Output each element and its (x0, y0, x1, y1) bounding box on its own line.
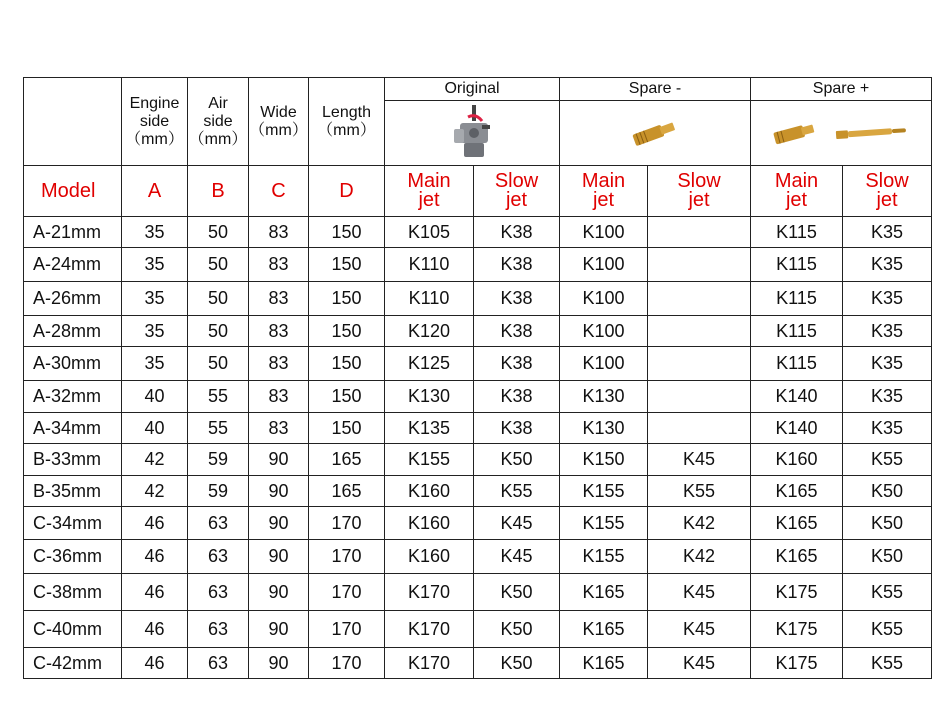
length-cell: 165 (309, 444, 385, 476)
length-cell: 170 (309, 540, 385, 574)
carburetor-icon (442, 103, 502, 163)
air-side-cell: 50 (188, 217, 249, 248)
spare-minus-main-jet-cell: K100 (560, 248, 648, 282)
spare-plus-main-jet-cell: K175 (751, 574, 843, 611)
air-side-cell: 55 (188, 413, 249, 444)
table-row (24, 217, 932, 248)
brass-jet-icon (625, 113, 685, 153)
length-cell: 150 (309, 316, 385, 347)
spare-plus-main-jet-cell: K115 (751, 316, 843, 347)
original-slow-jet-cell: K38 (474, 413, 560, 444)
original-slow-jet-cell: K38 (474, 248, 560, 282)
spare-plus-slow-jet-cell: K35 (843, 347, 932, 381)
wide-cell: 83 (249, 413, 309, 444)
spare-plus-main-jet-cell: K115 (751, 248, 843, 282)
original-main-jet-cell: K160 (385, 476, 474, 507)
original-slow-jet-code: Slow jet (474, 166, 560, 217)
spare-minus-main-jet-cell: K150 (560, 444, 648, 476)
spare-plus-main-jet-cell: K165 (751, 507, 843, 540)
length-cell: 150 (309, 413, 385, 444)
spare-minus-slow-jet-cell: K45 (648, 444, 751, 476)
model-cell: A-28mm (24, 316, 122, 347)
table-row (24, 248, 932, 282)
spare-plus-main-jet-cell: K140 (751, 381, 843, 413)
spare-plus-main-jet-cell: K115 (751, 282, 843, 316)
brass-jets-icon (766, 113, 916, 153)
air-side-cell: 59 (188, 476, 249, 507)
carburetor-image-cell (385, 101, 560, 166)
original-main-jet-cell: K135 (385, 413, 474, 444)
wide-cell: 83 (249, 217, 309, 248)
model-cell: A-32mm (24, 381, 122, 413)
model-cell: C-40mm (24, 611, 122, 648)
table-row (24, 611, 932, 648)
air-side-cell: 50 (188, 347, 249, 381)
original-slow-jet-cell: K38 (474, 217, 560, 248)
air-side-cell: 63 (188, 611, 249, 648)
spare-plus-main-jet-cell: K115 (751, 217, 843, 248)
spare-minus-slow-jet-cell (648, 347, 751, 381)
original-slow-jet-cell: K45 (474, 540, 560, 574)
spare-plus-main-jet-cell: K175 (751, 648, 843, 679)
spare-minus-main-jet-cell: K155 (560, 476, 648, 507)
original-slow-jet-cell: K38 (474, 282, 560, 316)
table-row (24, 413, 932, 444)
table-row (24, 444, 932, 476)
spare-minus-main-jet-cell: K100 (560, 282, 648, 316)
original-main-jet-cell: K130 (385, 381, 474, 413)
wide-header: Wide （mm） (249, 78, 309, 166)
spare-minus-slow-jet-cell: K42 (648, 507, 751, 540)
original-slow-jet-cell: K45 (474, 507, 560, 540)
code-b: B (188, 166, 249, 217)
spare-minus-image-cell (560, 101, 751, 166)
original-slow-jet-cell: K50 (474, 648, 560, 679)
model-cell: A-34mm (24, 413, 122, 444)
original-main-jet-cell: K110 (385, 248, 474, 282)
engine-side-cell: 46 (122, 611, 188, 648)
spare-minus-main-jet-cell: K130 (560, 413, 648, 444)
spare-plus-main-jet-cell: K165 (751, 476, 843, 507)
air-side-cell: 63 (188, 574, 249, 611)
spare-plus-slow-jet-cell: K55 (843, 574, 932, 611)
spare-plus-slow-jet-cell: K35 (843, 316, 932, 347)
original-main-jet-cell: K170 (385, 611, 474, 648)
spare-plus-main-jet-code: Main jet (751, 166, 843, 217)
wide-cell: 90 (249, 540, 309, 574)
model-cell: A-26mm (24, 282, 122, 316)
spare-plus-main-jet-cell: K115 (751, 347, 843, 381)
spare-minus-group-header: Spare - (560, 78, 751, 101)
wide-cell: 90 (249, 648, 309, 679)
spare-plus-slow-jet-cell: K55 (843, 611, 932, 648)
engine-side-cell: 40 (122, 381, 188, 413)
length-cell: 150 (309, 248, 385, 282)
original-slow-jet-cell: K38 (474, 381, 560, 413)
length-cell: 170 (309, 648, 385, 679)
model-cell: A-30mm (24, 347, 122, 381)
engine-side-cell: 46 (122, 574, 188, 611)
spare-minus-main-jet-cell: K165 (560, 611, 648, 648)
original-main-jet-cell: K105 (385, 217, 474, 248)
original-main-jet-code: Main jet (385, 166, 474, 217)
original-slow-jet-cell: K38 (474, 347, 560, 381)
table-row (24, 476, 932, 507)
spare-plus-main-jet-cell: K165 (751, 540, 843, 574)
wide-cell: 83 (249, 381, 309, 413)
model-cell: A-21mm (24, 217, 122, 248)
length-header: Length （mm） (309, 78, 385, 166)
original-main-jet-cell: K160 (385, 507, 474, 540)
table-row (24, 282, 932, 316)
corner-cell (24, 78, 122, 166)
model-cell: C-38mm (24, 574, 122, 611)
air-side-cell: 50 (188, 248, 249, 282)
original-group-header: Original (385, 78, 560, 101)
spare-plus-slow-jet-cell: K35 (843, 413, 932, 444)
original-main-jet-cell: K160 (385, 540, 474, 574)
spare-plus-slow-jet-cell: K50 (843, 540, 932, 574)
spare-minus-slow-jet-cell (648, 316, 751, 347)
original-slow-jet-cell: K38 (474, 316, 560, 347)
spare-minus-slow-jet-cell (648, 413, 751, 444)
air-side-cell: 59 (188, 444, 249, 476)
table-row (24, 316, 932, 347)
table-row (24, 574, 932, 611)
model-cell: C-34mm (24, 507, 122, 540)
air-side-cell: 63 (188, 540, 249, 574)
original-slow-jet-cell: K50 (474, 611, 560, 648)
engine-side-cell: 35 (122, 316, 188, 347)
original-main-jet-cell: K170 (385, 648, 474, 679)
spare-plus-group-header: Spare + (751, 78, 932, 101)
air-side-cell: 63 (188, 507, 249, 540)
air-side-header: Air side （mm） (188, 78, 249, 166)
spare-minus-main-jet-cell: K100 (560, 316, 648, 347)
engine-side-cell: 35 (122, 248, 188, 282)
spare-plus-slow-jet-cell: K55 (843, 444, 932, 476)
spare-minus-slow-jet-cell: K45 (648, 611, 751, 648)
model-cell: C-36mm (24, 540, 122, 574)
air-side-cell: 50 (188, 282, 249, 316)
spare-minus-slow-jet-cell: K45 (648, 648, 751, 679)
original-main-jet-cell: K170 (385, 574, 474, 611)
wide-cell: 90 (249, 476, 309, 507)
spare-plus-slow-jet-cell: K50 (843, 476, 932, 507)
spare-minus-slow-jet-cell: K55 (648, 476, 751, 507)
engine-side-cell: 46 (122, 648, 188, 679)
model-code: Model (24, 166, 122, 217)
engine-side-cell: 35 (122, 347, 188, 381)
spare-minus-slow-jet-cell: K42 (648, 540, 751, 574)
spare-minus-slow-jet-cell (648, 217, 751, 248)
spare-plus-image-cell (751, 101, 932, 166)
table-row (24, 648, 932, 679)
length-cell: 170 (309, 611, 385, 648)
spare-minus-main-jet-cell: K100 (560, 217, 648, 248)
table-row (24, 507, 932, 540)
table-row (24, 540, 932, 574)
wide-cell: 83 (249, 316, 309, 347)
carburetor-jet-table (23, 77, 932, 679)
spare-plus-slow-jet-code: Slow jet (843, 166, 932, 217)
spare-minus-main-jet-cell: K130 (560, 381, 648, 413)
code-c: C (249, 166, 309, 217)
engine-side-cell: 35 (122, 282, 188, 316)
air-side-cell: 63 (188, 648, 249, 679)
table-row (24, 381, 932, 413)
spare-plus-slow-jet-cell: K55 (843, 648, 932, 679)
original-slow-jet-cell: K50 (474, 444, 560, 476)
spare-plus-main-jet-cell: K140 (751, 413, 843, 444)
spare-plus-slow-jet-cell: K35 (843, 217, 932, 248)
spare-minus-main-jet-cell: K155 (560, 507, 648, 540)
table-row (24, 347, 932, 381)
length-cell: 150 (309, 347, 385, 381)
model-cell: A-24mm (24, 248, 122, 282)
spare-minus-main-jet-cell: K165 (560, 648, 648, 679)
spare-minus-main-jet-cell: K155 (560, 540, 648, 574)
spare-plus-slow-jet-cell: K35 (843, 248, 932, 282)
original-slow-jet-cell: K50 (474, 574, 560, 611)
air-side-cell: 50 (188, 316, 249, 347)
original-main-jet-cell: K110 (385, 282, 474, 316)
wide-cell: 90 (249, 507, 309, 540)
engine-side-header: Engine side （mm） (122, 78, 188, 166)
model-cell: B-33mm (24, 444, 122, 476)
air-side-cell: 55 (188, 381, 249, 413)
model-cell: C-42mm (24, 648, 122, 679)
wide-cell: 83 (249, 347, 309, 381)
spare-minus-slow-jet-cell: K45 (648, 574, 751, 611)
original-slow-jet-cell: K55 (474, 476, 560, 507)
model-cell: B-35mm (24, 476, 122, 507)
original-main-jet-cell: K120 (385, 316, 474, 347)
spare-minus-main-jet-code: Main jet (560, 166, 648, 217)
wide-cell: 83 (249, 282, 309, 316)
spare-minus-slow-jet-code: Slow jet (648, 166, 751, 217)
length-cell: 150 (309, 381, 385, 413)
spare-plus-slow-jet-cell: K35 (843, 282, 932, 316)
spare-plus-slow-jet-cell: K50 (843, 507, 932, 540)
engine-side-cell: 40 (122, 413, 188, 444)
length-cell: 150 (309, 282, 385, 316)
spare-plus-slow-jet-cell: K35 (843, 381, 932, 413)
spare-minus-main-jet-cell: K165 (560, 574, 648, 611)
length-cell: 150 (309, 217, 385, 248)
code-a: A (122, 166, 188, 217)
engine-side-cell: 46 (122, 540, 188, 574)
wide-cell: 83 (249, 248, 309, 282)
wide-cell: 90 (249, 611, 309, 648)
spare-minus-slow-jet-cell (648, 381, 751, 413)
length-cell: 170 (309, 507, 385, 540)
spare-plus-main-jet-cell: K160 (751, 444, 843, 476)
wide-cell: 90 (249, 444, 309, 476)
wide-cell: 90 (249, 574, 309, 611)
length-cell: 165 (309, 476, 385, 507)
spare-plus-main-jet-cell: K175 (751, 611, 843, 648)
engine-side-cell: 35 (122, 217, 188, 248)
spare-minus-slow-jet-cell (648, 248, 751, 282)
spare-minus-main-jet-cell: K100 (560, 347, 648, 381)
engine-side-cell: 42 (122, 444, 188, 476)
engine-side-cell: 42 (122, 476, 188, 507)
original-main-jet-cell: K125 (385, 347, 474, 381)
code-d: D (309, 166, 385, 217)
table-body (24, 217, 932, 679)
length-cell: 170 (309, 574, 385, 611)
engine-side-cell: 46 (122, 507, 188, 540)
original-main-jet-cell: K155 (385, 444, 474, 476)
spare-minus-slow-jet-cell (648, 282, 751, 316)
